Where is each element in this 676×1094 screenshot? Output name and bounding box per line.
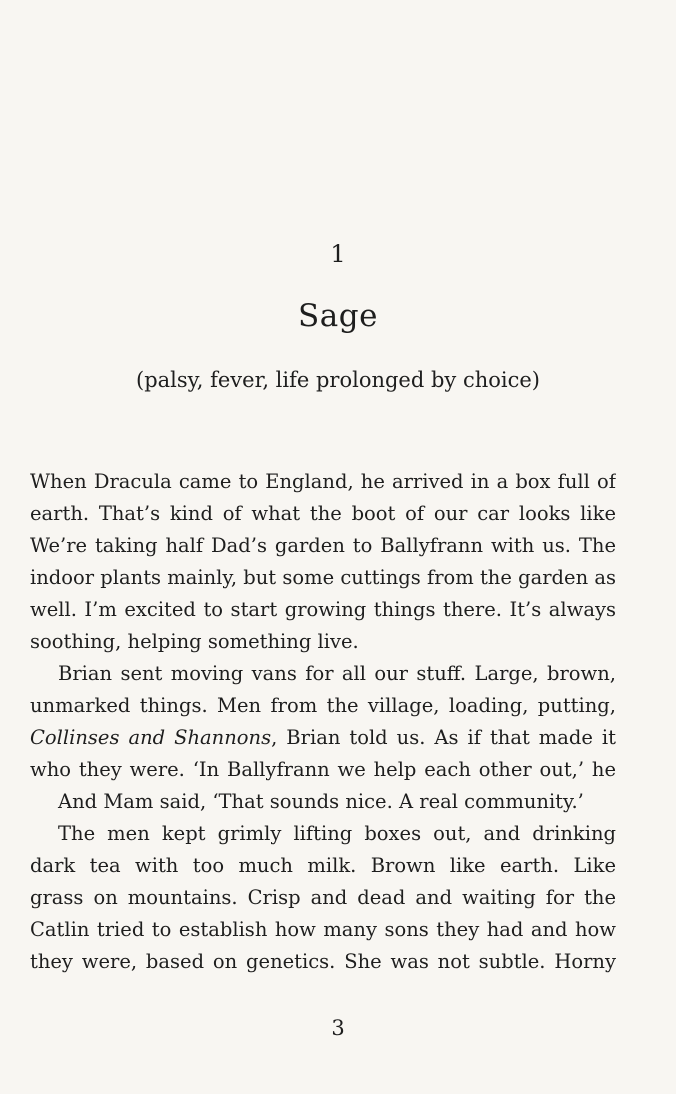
text-fragment: , Brian told us. As if that made it: [271, 726, 616, 749]
text-line: The men kept grimly lifting boxes out, and drinking: [58, 822, 616, 845]
text-line: who they were. ‘In Ballyfrann we help each other out,’ he: [30, 758, 616, 781]
chapter-title: Sage: [298, 298, 378, 334]
italic-names: Collinses and Shannons: [30, 726, 272, 749]
page-number: 3: [331, 1016, 345, 1040]
text-line: Catlin tried to establish how many sons they had and how: [30, 918, 616, 941]
text-line: [30, 722, 616, 754]
text-line: soothing, helping something live.: [30, 630, 359, 653]
text-line: We’re taking half Dad’s garden to Ballyfrann with us. The: [30, 534, 616, 557]
text-line: When Dracula came to England, he arrived in a box full of: [30, 470, 616, 493]
text-line: earth. That’s kind of what the boot of our car looks like: [30, 502, 616, 525]
text-line: Brian sent moving vans for all our stuff. Large, brown,: [58, 662, 616, 685]
text-line: dark tea with too much milk. Brown like earth. Like: [30, 854, 616, 877]
text-line: indoor plants mainly, but some cuttings from the garden as: [30, 566, 616, 589]
text-line: they were, based on genetics. She was not subtle. Horny: [30, 950, 616, 973]
body-text: [30, 466, 616, 978]
text-line: unmarked things. Men from the village, loading, putting,: [30, 694, 616, 717]
text-line: And Mam said, ‘That sounds nice. A real community.’: [58, 790, 584, 813]
text-line: well. I’m excited to start growing things there. It’s always: [30, 598, 616, 621]
chapter-subtitle: (palsy, fever, life prolonged by choice): [136, 368, 540, 392]
chapter-number: 1: [330, 240, 346, 268]
text-line: grass on mountains. Crisp and dead and waiting for the: [30, 886, 616, 909]
